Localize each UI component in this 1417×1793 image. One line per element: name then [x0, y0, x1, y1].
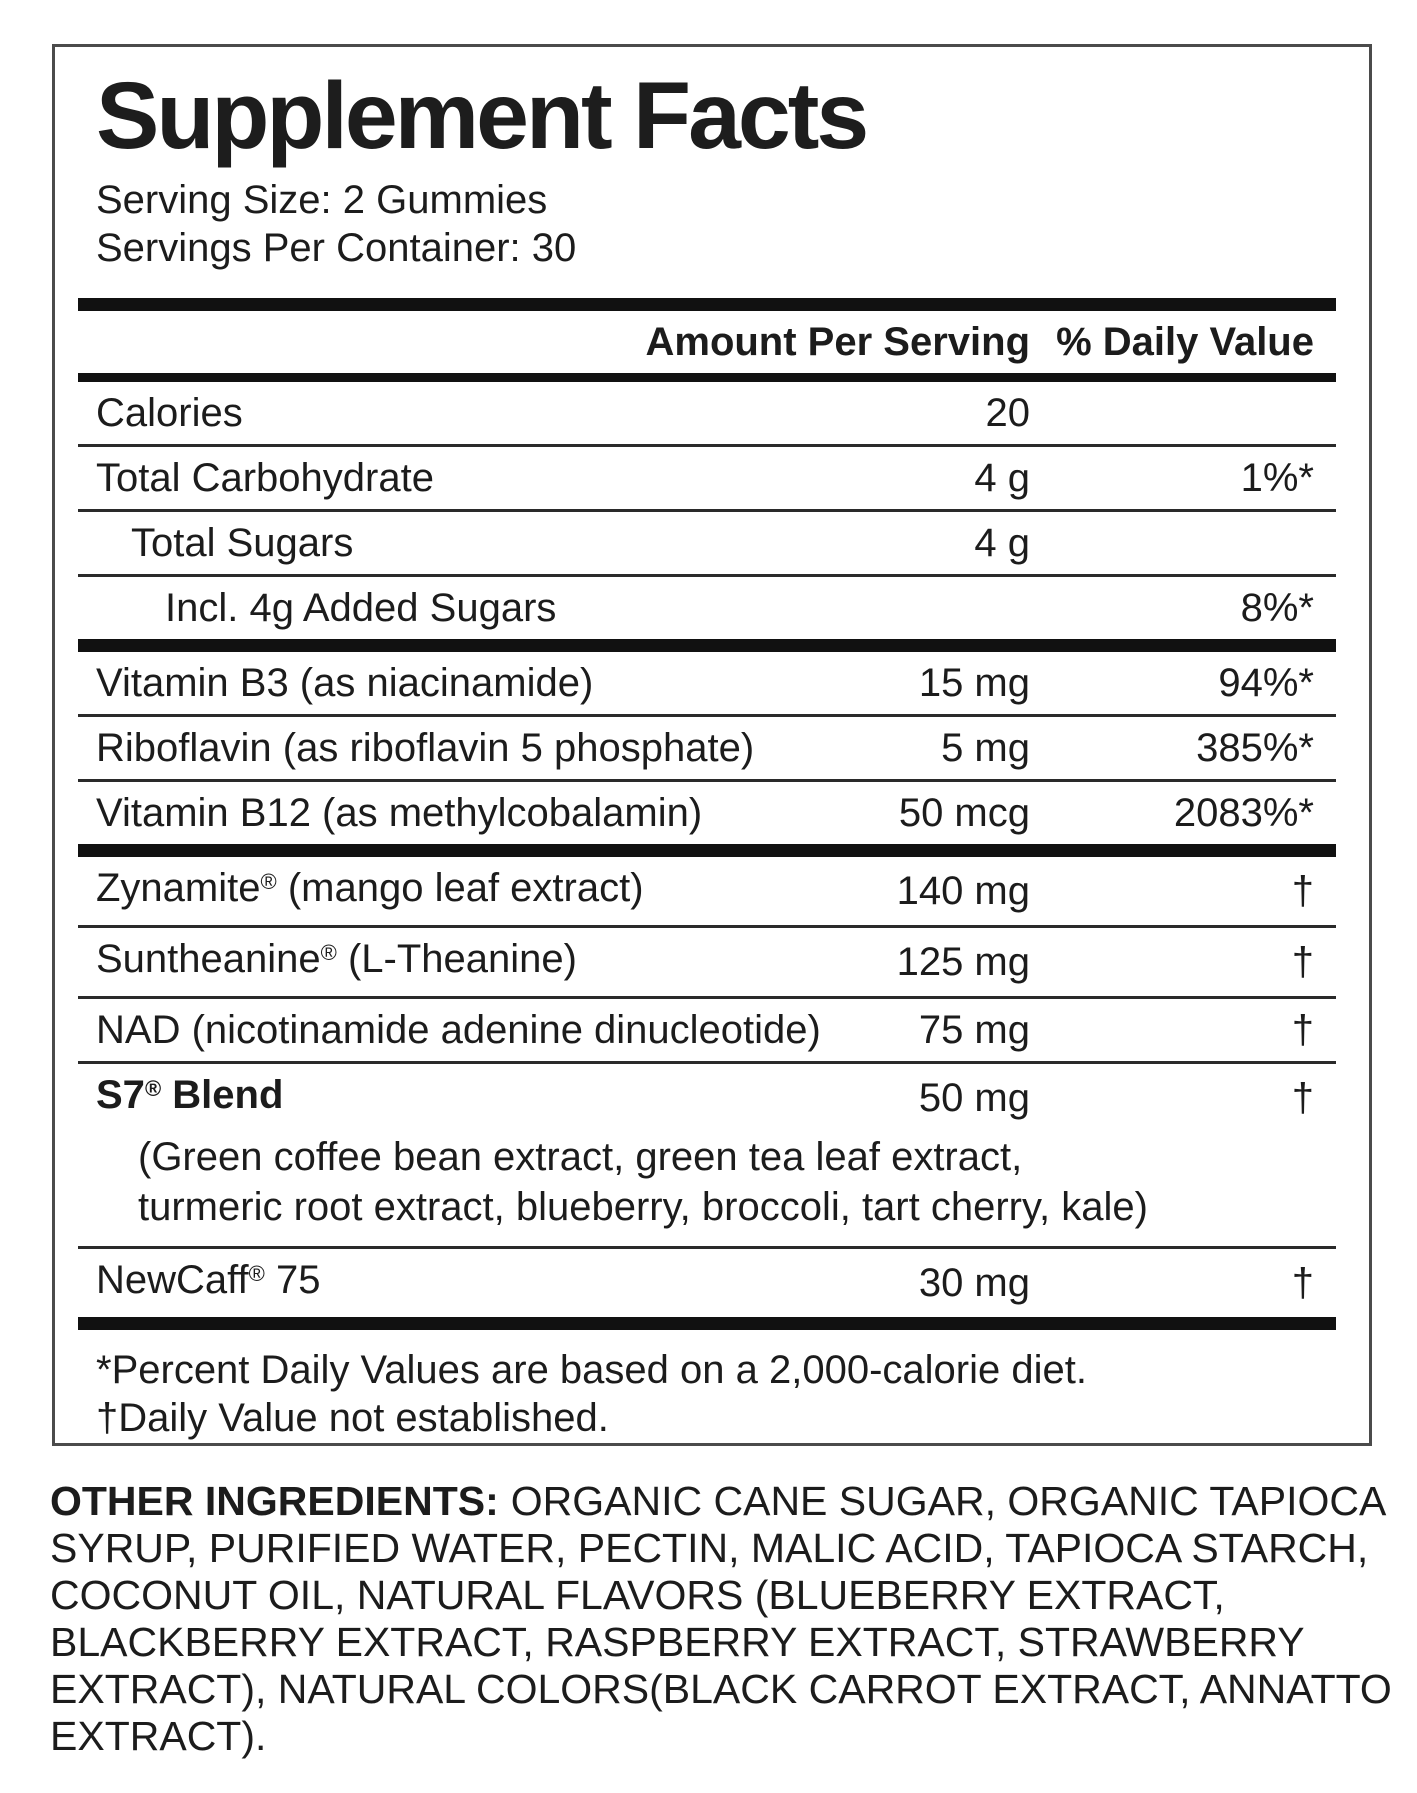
row-dv: 94%* [1218, 661, 1314, 705]
amount-per-serving-header: Amount Per Serving [645, 320, 1030, 364]
table-row-suntheanine [78, 928, 1336, 996]
row-name [96, 1260, 919, 1306]
s7-sub-line: (Green coffee bean extract, green tea leaf extract, [138, 1135, 1023, 1179]
row-name: Vitamin B3 (as niacinamide) [96, 661, 594, 705]
page-title: Supplement Facts [96, 63, 867, 169]
row-name [96, 939, 897, 985]
table-row-total-sugars [78, 512, 1336, 574]
s7-blend-sub-ingredients [78, 1132, 1336, 1246]
table-row-vitamin-b3 [78, 652, 1336, 714]
other-ingredients-text: ORGANIC CANE SUGAR, ORGANIC TAPIOCA [510, 1478, 1387, 1524]
row-dv: 2083%* [1173, 791, 1314, 835]
table-row-total-carbohydrate [78, 447, 1336, 509]
other-ingredients-line: BLACKBERRY EXTRACT, RASPBERRY EXTRACT, STRAWBERRY [50, 1619, 1305, 1665]
separator-bar-macros [78, 639, 1336, 652]
row-amount: 4 g [974, 521, 1030, 565]
row-dv: † [1291, 940, 1314, 984]
row-name-suffix: Blend [161, 1073, 284, 1117]
registered-mark: ® [248, 1260, 265, 1286]
row-name: Calories [96, 391, 243, 435]
row-name-text: Zynamite [96, 866, 261, 910]
table-row-calories [78, 382, 1336, 444]
table-row-riboflavin [78, 717, 1336, 779]
footnote-dagger: †Daily Value not established. [96, 1396, 609, 1440]
row-dv: 385%* [1196, 726, 1314, 770]
row-name-text: NewCaff [96, 1258, 249, 1302]
row-amount: 20 [985, 391, 1030, 435]
row-name [96, 1075, 919, 1121]
separator-bar-vitamins [78, 844, 1336, 857]
row-name: Total Carbohydrate [96, 456, 434, 500]
servings-per-container-line: Servings Per Container: 30 [96, 226, 577, 270]
row-amount: 125 mg [896, 940, 1030, 984]
row-name-suffix: (mango leaf extract) [276, 866, 644, 910]
row-name: Incl. 4g Added Sugars [165, 586, 557, 630]
other-ingredients [50, 1478, 1410, 1760]
daily-value-header: % Daily Value [1056, 320, 1314, 364]
row-amount: 5 mg [941, 726, 1030, 770]
other-ingredients-line: EXTRACT). [50, 1713, 267, 1759]
table-row-nad [78, 999, 1336, 1061]
registered-mark: ® [144, 1075, 162, 1101]
row-name [96, 868, 897, 914]
separator-bar-header [78, 373, 1336, 382]
footnote-asterisk: *Percent Daily Values are based on a 2,000-calorie diet. [96, 1348, 1087, 1392]
registered-mark: ® [260, 868, 277, 894]
row-dv: † [1291, 869, 1314, 913]
row-name: Riboflavin (as riboflavin 5 phosphate) [96, 726, 755, 770]
separator-bar-bottom [78, 1317, 1336, 1330]
row-dv: † [1291, 1008, 1314, 1052]
table-row-vitamin-b12 [78, 782, 1336, 844]
other-ingredients-line: COCONUT OIL, NATURAL FLAVORS (BLUEBERRY EXTRACT, [50, 1572, 1225, 1618]
row-amount: 15 mg [918, 661, 1030, 705]
row-name: Total Sugars [131, 521, 354, 565]
registered-mark: ® [320, 939, 337, 965]
row-amount: 140 mg [896, 869, 1030, 913]
other-ingredients-line [50, 1478, 1410, 1525]
other-ingredients-line: SYRUP, PURIFIED WATER, PECTIN, MALIC ACID, TAPIOCA STARCH, [50, 1525, 1369, 1571]
table-row-s7-blend [78, 1064, 1336, 1132]
facts-box-inner [78, 63, 1336, 1442]
row-amount: 50 mcg [898, 791, 1030, 835]
row-amount: 75 mg [918, 1008, 1030, 1052]
table-row-zynamite [78, 857, 1336, 925]
row-amount: 30 mg [918, 1261, 1030, 1305]
row-name-suffix: 75 [264, 1258, 321, 1302]
row-name: Vitamin B12 (as methylcobalamin) [96, 791, 703, 835]
row-amount: 50 mg [918, 1076, 1030, 1120]
serving-info [96, 176, 1336, 272]
row-dv: 8%* [1240, 586, 1314, 630]
row-name: NAD (nicotinamide adenine dinucleotide) [96, 1008, 821, 1052]
table-row-added-sugars [78, 577, 1336, 639]
row-dv: 1%* [1240, 456, 1314, 500]
table-row-newcaff [78, 1249, 1336, 1317]
other-ingredients-label: OTHER INGREDIENTS: [50, 1478, 499, 1524]
row-amount: 4 g [974, 456, 1030, 500]
row-name-suffix: (L-Theanine) [336, 937, 577, 981]
row-name-text: Suntheanine [96, 937, 321, 981]
row-dv: † [1291, 1261, 1314, 1305]
serving-size-line: Serving Size: 2 Gummies [96, 178, 548, 222]
other-ingredients-line: EXTRACT), NATURAL COLORS(BLACK CARROT EXTRACT, ANNATTO [50, 1666, 1392, 1712]
separator-bar-top [78, 298, 1336, 311]
row-name-text: S7 [96, 1073, 145, 1117]
row-dv: † [1291, 1076, 1314, 1120]
s7-sub-line: turmeric root extract, blueberry, broccoli, tart cherry, kale) [138, 1185, 1148, 1229]
table-header-row [78, 311, 1336, 373]
supplement-facts-box [52, 44, 1372, 1446]
footnotes [78, 1330, 1336, 1442]
